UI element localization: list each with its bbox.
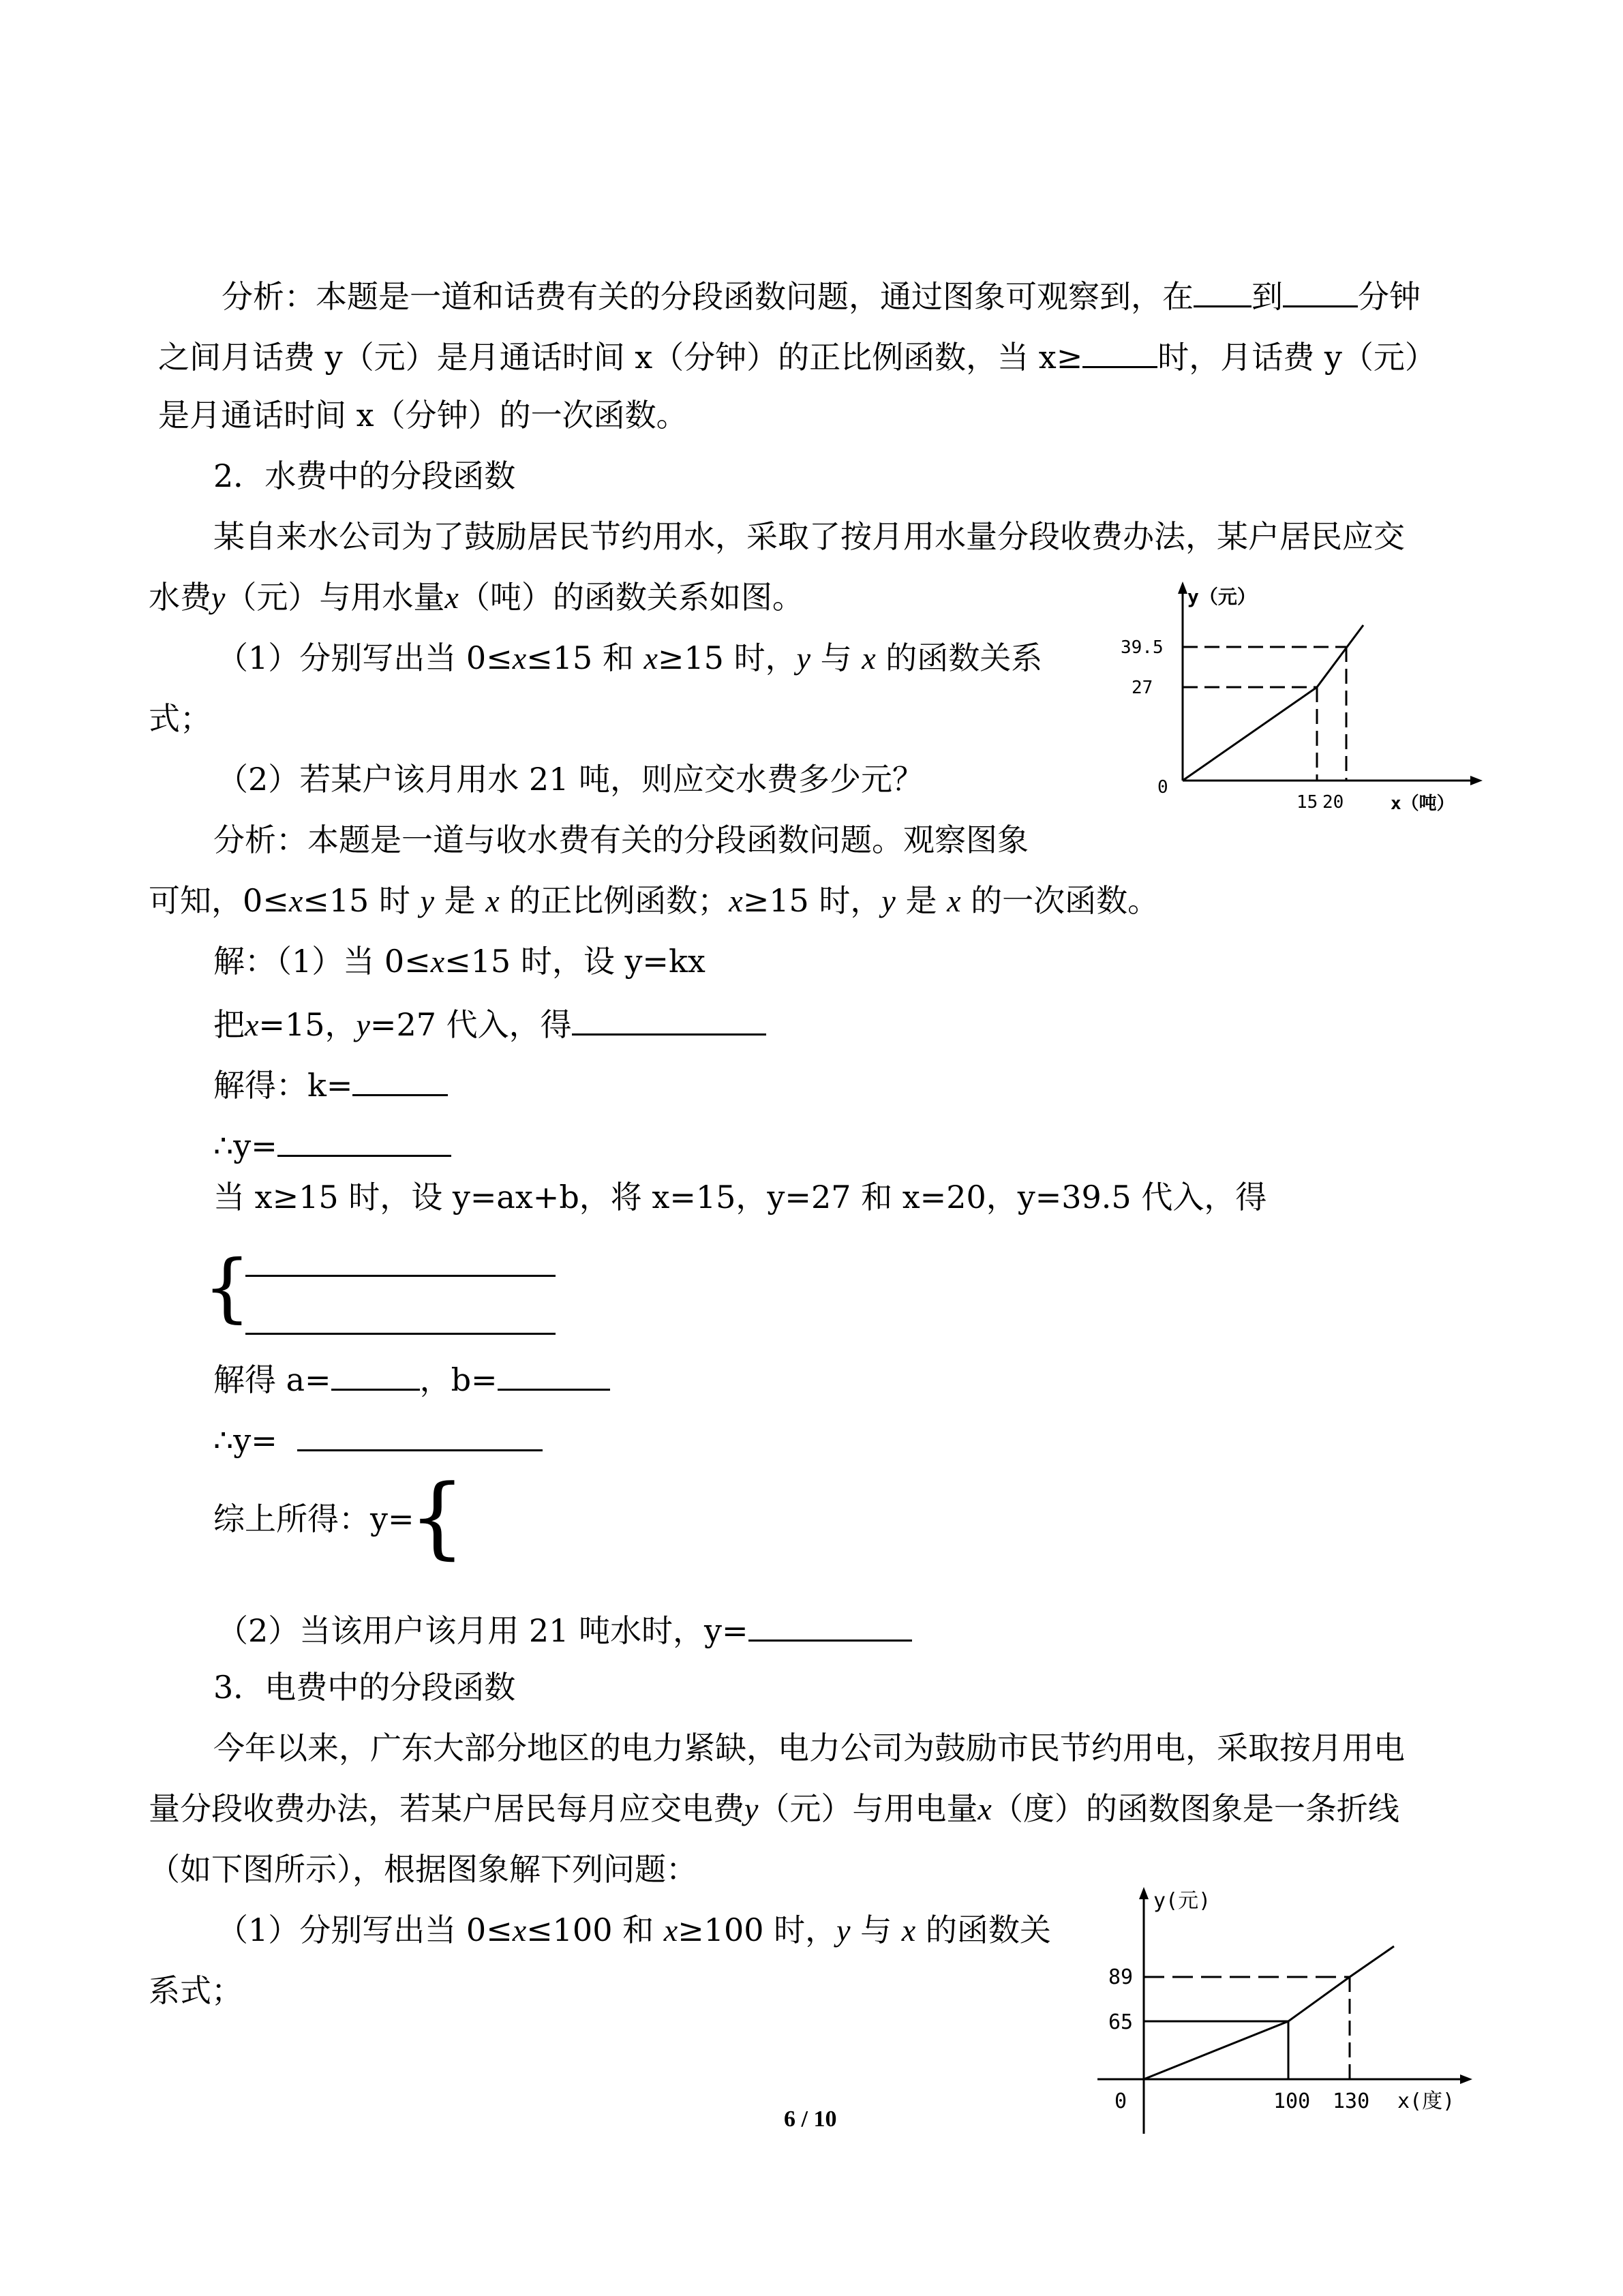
text: ≤100 和 (526, 1912, 654, 1948)
text: 某自来水公司为了鼓励居民节约用水，采取了按月用水量分段收费办法，某户居民应交 (213, 518, 1405, 555)
var-x: x (729, 883, 743, 918)
answer-blank[interactable] (331, 1361, 420, 1391)
answer-blank[interactable] (748, 1612, 912, 1642)
text: ≤15 和 (526, 639, 634, 676)
solution-line-6 (213, 1361, 610, 1398)
section-2-heading (213, 457, 516, 494)
answer-blank[interactable] (297, 1422, 543, 1451)
text: 到 (1252, 278, 1283, 315)
text: （1）分别写出当 0≤ (217, 639, 513, 676)
answer-blank[interactable] (1283, 278, 1358, 307)
section-3-intro-3 (149, 1851, 697, 1888)
var-x: x (862, 641, 876, 676)
water-fee-graph (1118, 576, 1486, 828)
text: 与 (860, 1912, 892, 1948)
section-2-analysis-2 (149, 882, 1159, 919)
text: 水费 (149, 579, 211, 616)
section-3-intro-1 (213, 1729, 1405, 1766)
text: 是 (444, 882, 476, 919)
text: 式； (149, 700, 211, 737)
section-2-intro-2 (149, 581, 804, 614)
text: 的一次函数。 (971, 882, 1159, 919)
text: 是月通话时间 x（分钟）的一次函数。 (158, 397, 688, 434)
section-3-intro-2 (149, 1790, 1399, 1827)
text: 时，月话费 y（元） (1157, 339, 1436, 376)
system-blank-2[interactable] (245, 1333, 556, 1335)
text: （2）若某户该月用水 21 吨，则应交水费多少元？ (217, 761, 924, 798)
y-axis-label: y(元) (1153, 1889, 1211, 1913)
y-tick-39-5: 39.5 (1121, 637, 1164, 658)
solution-line-1 (213, 943, 706, 980)
text: =27 代入，得 (369, 1006, 572, 1043)
section-2-question-2 (217, 761, 924, 798)
section-2-question-1-cont (149, 700, 211, 737)
analysis-line-3 (158, 397, 688, 434)
heading-text: 2．水费中的分段函数 (213, 457, 516, 494)
piecewise-brace: { (409, 1465, 466, 1569)
section-2-analysis-1 (213, 821, 1029, 858)
x-tick-130: 130 (1333, 2089, 1370, 2113)
text: 是 (905, 882, 937, 919)
piecewise-line (1144, 1946, 1394, 2079)
origin-label: 0 (1114, 2089, 1127, 2113)
var-y: y (211, 580, 226, 615)
text: （1）分别写出当 0≤ (217, 1912, 513, 1948)
y-tick-27: 27 (1132, 678, 1153, 698)
solution-line-4 (213, 1128, 451, 1162)
text: （元）与用水量 (225, 579, 445, 616)
var-x: x (512, 1913, 527, 1948)
text: 解得：k= (213, 1067, 353, 1104)
text: 解：（1）当 0≤ (213, 943, 431, 980)
text: 把 (213, 1006, 245, 1043)
var-x: x (947, 883, 961, 918)
var-y: y (796, 641, 810, 676)
piecewise-line (1183, 625, 1363, 781)
text: ∴y= (213, 1128, 277, 1164)
answer-blank[interactable] (277, 1128, 451, 1157)
heading-text: 3．电费中的分段函数 (213, 1669, 516, 1706)
x-tick-20: 20 (1322, 792, 1344, 813)
var-y: y (836, 1913, 851, 1948)
text: 的函数关 (925, 1912, 1051, 1948)
var-x: x (444, 580, 459, 615)
x-axis-arrow (1470, 776, 1483, 785)
text: （2）当该用户该月用 21 吨水时，y= (217, 1612, 748, 1649)
section-3-question-1 (217, 1914, 1051, 1946)
system-brace: { (203, 1243, 251, 1331)
y-axis-label: y（元） (1187, 586, 1256, 608)
section-2-question-1 (217, 639, 1043, 676)
solution-line-8 (213, 1500, 414, 1537)
var-x: x (512, 641, 527, 676)
text: （如下图所示），根据图象解下列问题： (149, 1851, 697, 1888)
text: 综上所得：y= (213, 1500, 414, 1537)
var-x: x (977, 1792, 992, 1826)
x-axis-label: x（吨） (1391, 794, 1455, 814)
y-tick-89: 89 (1108, 1965, 1134, 1989)
text: 之间月话费 y（元）是月通话时间 x（分钟）的正比例函数，当 x≥ (158, 339, 1083, 376)
text: ，b= (419, 1361, 498, 1398)
text: （吨）的函数关系如图。 (458, 579, 804, 616)
text: 当 x≥15 时，设 y=ax+b，将 x=15，y=27 和 x=20，y=39.5 代入，得 (213, 1179, 1267, 1215)
var-x: x (485, 883, 500, 918)
answer-blank[interactable] (572, 1006, 766, 1036)
answer-blank[interactable] (498, 1361, 610, 1391)
section-2-intro-1 (213, 518, 1405, 555)
var-y: y (881, 883, 896, 918)
text: 与 (820, 639, 852, 676)
text: 分析：本题是一道和话费有关的分段函数问题，通过图象可观察到，在 (222, 278, 1194, 315)
solution-line-7 (213, 1422, 543, 1459)
section-3-heading (213, 1669, 516, 1706)
var-x: x (643, 641, 658, 676)
solution-line-5 (213, 1181, 1266, 1213)
y-tick-65: 65 (1108, 2010, 1134, 2034)
answer-blank[interactable] (1082, 339, 1157, 368)
analysis-line-2 (158, 339, 1436, 376)
var-y: y (744, 1792, 759, 1826)
text: ≥15 时， (742, 882, 882, 919)
var-x: x (430, 944, 445, 979)
text: ∴y= (213, 1422, 277, 1459)
text: ≤15 时，设 y=kx (444, 943, 706, 980)
origin-label: 0 (1157, 777, 1168, 798)
text: ≥15 时， (657, 639, 797, 676)
text: 的正比例函数； (509, 882, 729, 919)
system-blank-1[interactable] (245, 1275, 556, 1277)
solution-line-2 (213, 1006, 766, 1041)
x-tick-15: 15 (1296, 792, 1318, 813)
solution-line-3 (213, 1067, 448, 1104)
x-axis-label: x(度) (1397, 2089, 1455, 2113)
x-tick-100: 100 (1273, 2089, 1311, 2113)
var-x: x (901, 1913, 916, 1948)
x-axis-arrow (1460, 2074, 1472, 2084)
electricity-fee-graph (1091, 1882, 1486, 2144)
text: 系式； (149, 1972, 243, 2009)
var-y: y (356, 1008, 370, 1042)
y-axis-arrow (1139, 1887, 1149, 1899)
text: 解得 a= (213, 1361, 331, 1398)
var-y: y (420, 883, 434, 918)
text: =15， (258, 1006, 357, 1043)
section-3-question-1-cont (149, 1972, 243, 2009)
text: 今年以来，广东大部分地区的电力紧缺，电力公司为鼓励市民节约用电，采取按月用电 (213, 1729, 1405, 1766)
text: 的函数关系 (885, 639, 1043, 676)
text: （度）的函数图象是一条折线 (991, 1790, 1399, 1827)
answer-blank[interactable] (1194, 278, 1252, 307)
var-x: x (663, 1913, 678, 1948)
analysis-line-1 (222, 278, 1421, 315)
text: 分析：本题是一道与收水费有关的分段函数问题。观察图象 (213, 821, 1029, 858)
page-number: 6 / 10 (784, 2106, 837, 2132)
var-x: x (245, 1008, 259, 1042)
text: 分钟 (1358, 278, 1421, 315)
y-axis-arrow (1178, 581, 1187, 594)
text: 可知，0≤ (149, 882, 289, 919)
text: （元）与用电量 (758, 1790, 978, 1827)
text: ≤15 时 (303, 882, 410, 919)
solution-line-9 (217, 1612, 912, 1649)
var-x: x (288, 883, 303, 918)
text: 量分段收费办法，若某户居民每月应交电费 (149, 1790, 744, 1827)
text: ≥100 时， (678, 1912, 837, 1948)
answer-blank[interactable] (352, 1067, 448, 1096)
